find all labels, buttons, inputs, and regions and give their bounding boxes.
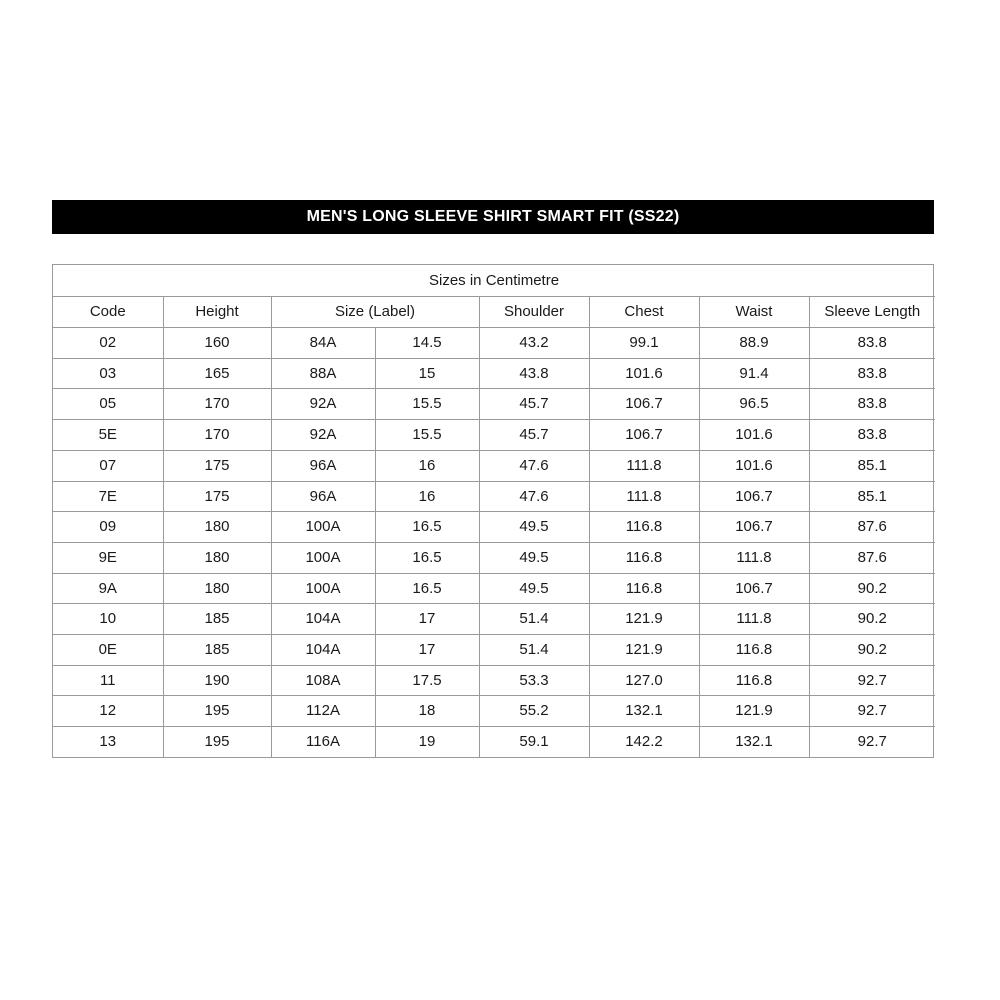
cell-sleeve-length: 83.8 [809, 389, 935, 420]
table-row [53, 328, 935, 359]
table-head [53, 265, 935, 328]
table-row [53, 512, 935, 543]
cell-size-label: 88A [271, 358, 375, 389]
cell-waist: 106.7 [699, 512, 809, 543]
cell-code: 12 [53, 696, 163, 727]
cell-height: 175 [163, 481, 271, 512]
cell-shoulder: 47.6 [479, 450, 589, 481]
column-header-height: Height [163, 297, 271, 328]
cell-size-label: 108A [271, 665, 375, 696]
cell-shoulder: 43.8 [479, 358, 589, 389]
cell-size-label: 92A [271, 420, 375, 451]
cell-waist: 106.7 [699, 573, 809, 604]
cell-size-collar: 16.5 [375, 573, 479, 604]
cell-sleeve-length: 90.2 [809, 573, 935, 604]
cell-size-label: 96A [271, 450, 375, 481]
cell-size-collar: 16.5 [375, 542, 479, 573]
cell-size-collar: 16.5 [375, 512, 479, 543]
cell-shoulder: 51.4 [479, 635, 589, 666]
table-row [53, 604, 935, 635]
cell-shoulder: 51.4 [479, 604, 589, 635]
cell-waist: 101.6 [699, 420, 809, 451]
cell-shoulder: 49.5 [479, 542, 589, 573]
cell-chest: 101.6 [589, 358, 699, 389]
cell-size-label: 96A [271, 481, 375, 512]
unit-row [53, 265, 935, 297]
table-row [53, 696, 935, 727]
cell-size-label: 100A [271, 573, 375, 604]
cell-shoulder: 45.7 [479, 389, 589, 420]
cell-chest: 142.2 [589, 727, 699, 757]
header-row [53, 297, 935, 328]
cell-shoulder: 53.3 [479, 665, 589, 696]
cell-sleeve-length: 90.2 [809, 604, 935, 635]
cell-height: 160 [163, 328, 271, 359]
cell-size-label: 84A [271, 328, 375, 359]
table-body [53, 328, 935, 757]
cell-height: 175 [163, 450, 271, 481]
cell-size-collar: 19 [375, 727, 479, 757]
column-header-waist: Waist [699, 297, 809, 328]
cell-height: 190 [163, 665, 271, 696]
cell-chest: 116.8 [589, 573, 699, 604]
cell-code: 11 [53, 665, 163, 696]
cell-size-collar: 17 [375, 635, 479, 666]
cell-height: 185 [163, 635, 271, 666]
cell-sleeve-length: 92.7 [809, 696, 935, 727]
cell-size-collar: 15 [375, 358, 479, 389]
cell-shoulder: 45.7 [479, 420, 589, 451]
cell-chest: 111.8 [589, 450, 699, 481]
cell-chest: 116.8 [589, 542, 699, 573]
table-row [53, 727, 935, 757]
cell-code: 7E [53, 481, 163, 512]
cell-sleeve-length: 90.2 [809, 635, 935, 666]
cell-size-label: 100A [271, 512, 375, 543]
cell-height: 180 [163, 573, 271, 604]
cell-size-label: 92A [271, 389, 375, 420]
column-header-code: Code [53, 297, 163, 328]
cell-code: 07 [53, 450, 163, 481]
cell-waist: 91.4 [699, 358, 809, 389]
page-title: MEN'S LONG SLEEVE SHIRT SMART FIT (SS22) [306, 208, 680, 225]
cell-waist: 111.8 [699, 542, 809, 573]
table-row [53, 635, 935, 666]
cell-code: 13 [53, 727, 163, 757]
cell-size-label: 116A [271, 727, 375, 757]
cell-sleeve-length: 87.6 [809, 542, 935, 573]
cell-size-collar: 17 [375, 604, 479, 635]
cell-size-collar: 16 [375, 450, 479, 481]
cell-chest: 99.1 [589, 328, 699, 359]
table-row [53, 450, 935, 481]
cell-height: 185 [163, 604, 271, 635]
cell-shoulder: 49.5 [479, 573, 589, 604]
cell-height: 170 [163, 389, 271, 420]
cell-waist: 96.5 [699, 389, 809, 420]
cell-shoulder: 43.2 [479, 328, 589, 359]
cell-size-collar: 16 [375, 481, 479, 512]
cell-size-collar: 15.5 [375, 389, 479, 420]
cell-sleeve-length: 83.8 [809, 358, 935, 389]
cell-height: 170 [163, 420, 271, 451]
unit-label: Sizes in Centimetre [53, 265, 935, 297]
cell-chest: 132.1 [589, 696, 699, 727]
size-table [53, 265, 935, 757]
column-header-chest: Chest [589, 297, 699, 328]
chart-title-bar [52, 200, 934, 234]
cell-chest: 106.7 [589, 420, 699, 451]
cell-code: 05 [53, 389, 163, 420]
cell-code: 9A [53, 573, 163, 604]
cell-waist: 116.8 [699, 665, 809, 696]
cell-size-collar: 17.5 [375, 665, 479, 696]
cell-code: 10 [53, 604, 163, 635]
table-row [53, 481, 935, 512]
cell-waist: 106.7 [699, 481, 809, 512]
cell-code: 02 [53, 328, 163, 359]
cell-sleeve-length: 85.1 [809, 450, 935, 481]
table-row [53, 420, 935, 451]
cell-code: 5E [53, 420, 163, 451]
cell-sleeve-length: 92.7 [809, 665, 935, 696]
cell-waist: 88.9 [699, 328, 809, 359]
cell-sleeve-length: 83.8 [809, 420, 935, 451]
cell-height: 180 [163, 512, 271, 543]
cell-waist: 116.8 [699, 635, 809, 666]
cell-size-collar: 14.5 [375, 328, 479, 359]
cell-code: 09 [53, 512, 163, 543]
cell-height: 165 [163, 358, 271, 389]
cell-size-collar: 18 [375, 696, 479, 727]
cell-code: 0E [53, 635, 163, 666]
cell-chest: 106.7 [589, 389, 699, 420]
cell-waist: 132.1 [699, 727, 809, 757]
size-chart-sheet [52, 200, 934, 758]
cell-shoulder: 47.6 [479, 481, 589, 512]
cell-shoulder: 55.2 [479, 696, 589, 727]
column-header-size-label: Size (Label) [271, 297, 479, 328]
table-row [53, 389, 935, 420]
table-row [53, 665, 935, 696]
column-header-sleeve-length: Sleeve Length [809, 297, 935, 328]
cell-height: 195 [163, 727, 271, 757]
cell-size-label: 104A [271, 635, 375, 666]
cell-size-collar: 15.5 [375, 420, 479, 451]
column-header-shoulder: Shoulder [479, 297, 589, 328]
cell-waist: 111.8 [699, 604, 809, 635]
cell-size-label: 100A [271, 542, 375, 573]
cell-chest: 121.9 [589, 604, 699, 635]
cell-size-label: 112A [271, 696, 375, 727]
cell-shoulder: 49.5 [479, 512, 589, 543]
cell-height: 180 [163, 542, 271, 573]
cell-height: 195 [163, 696, 271, 727]
cell-chest: 116.8 [589, 512, 699, 543]
cell-chest: 121.9 [589, 635, 699, 666]
cell-size-label: 104A [271, 604, 375, 635]
cell-waist: 121.9 [699, 696, 809, 727]
cell-sleeve-length: 92.7 [809, 727, 935, 757]
cell-sleeve-length: 83.8 [809, 328, 935, 359]
cell-chest: 111.8 [589, 481, 699, 512]
cell-chest: 127.0 [589, 665, 699, 696]
cell-code: 03 [53, 358, 163, 389]
table-row [53, 542, 935, 573]
cell-sleeve-length: 85.1 [809, 481, 935, 512]
table-row [53, 358, 935, 389]
cell-sleeve-length: 87.6 [809, 512, 935, 543]
size-table-container [52, 264, 934, 758]
table-row [53, 573, 935, 604]
cell-waist: 101.6 [699, 450, 809, 481]
cell-code: 9E [53, 542, 163, 573]
cell-shoulder: 59.1 [479, 727, 589, 757]
